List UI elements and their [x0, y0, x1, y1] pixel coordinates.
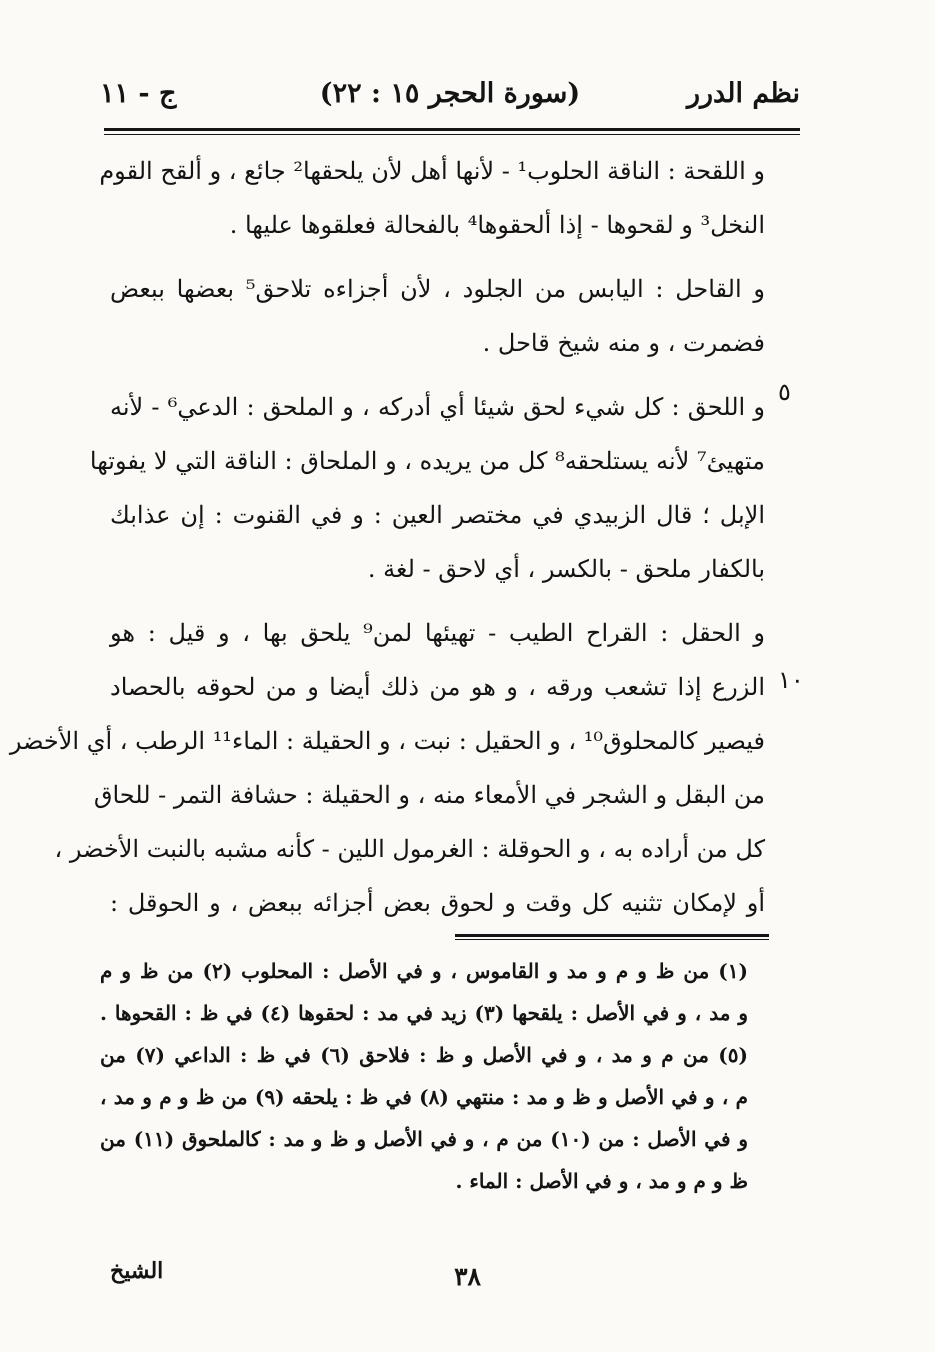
text-line: الإبل ؛ قال الزبيدي في مختصر العين : و في القنوت : إن عذابك	[110, 501, 765, 529]
line-number-marker: ١٠	[778, 666, 804, 694]
footnote-line: ظ و م و مد ، و في الأصل : الماء .	[455, 1169, 748, 1193]
footnote-rule	[455, 934, 769, 937]
text-line: و القاحل : اليابس من الجلود ، لأن أجزاءه تلاحق⁵ بعضها ببعض	[110, 275, 766, 303]
text-line: أو لإمكان تثنيه كل وقت و لحوق بعض أجزائه ببعض ، و الحوقل :	[110, 889, 765, 917]
text-line: النخل³ و لقحوها - إذا ألحقوها⁴ بالفحالة فعلقوها عليها .	[229, 211, 765, 239]
text-line: و الحقل : القراح الطيب - تهيئها لمن⁹ يلحق بها ، و قيل : هو	[110, 619, 765, 647]
text-line: متهيئ⁷ لأنه يستلحقه⁸ كل من يريده ، و الملحاق : الناقة التي لا يفوتها	[89, 447, 765, 475]
book-title: نظم الدرر	[686, 78, 800, 109]
text-line: بالكفار ملحق - بالكسر ، أي لاحق - لغة .	[367, 555, 765, 583]
footnote-line: م ، و في الأصل و ظ و مد : منتهي (٨) في ظ : يلحقه (٩) من ظ و م و مد ،	[100, 1085, 748, 1109]
text-line: و اللقحة : الناقة الحلوب¹ - لأنها أهل لأن يلحقها² جائع ، و ألقح القوم	[99, 157, 765, 185]
text-line: الزرع إذا تشعب ورقه ، و هو من ذلك أيضا و من لحوقه بالحصاد	[110, 673, 765, 701]
running-head	[100, 78, 800, 122]
surah-reference: (سورة الحجر ١٥ : ٢٢)	[319, 78, 581, 109]
footnote-line: و في الأصل : من (١٠) من م ، و في الأصل و ظ و مد : كالملحوق (١١) من	[100, 1127, 748, 1151]
header-rule	[104, 128, 800, 131]
text-line: فضمرت ، و منه شيخ قاحل .	[482, 329, 765, 357]
text-line: فيصير كالمحلوق¹⁰ ، و الحقيل : نبت ، و الحقيلة : الماء¹¹ الرطب ، أي الأخضر	[9, 727, 765, 755]
text-line: كل من أراده به ، و الحوقلة : الغرمول اللين - كأنه مشبه بالنبت الأخضر ،	[54, 835, 765, 863]
header-rule-thin	[104, 134, 800, 135]
footnote-line: (٥) من م و مد ، و في الأصل و ظ : فلاحق (٦) في ظ : الداعي (٧) من	[100, 1043, 748, 1067]
catchword: الشيخ	[110, 1258, 164, 1284]
main-text	[9, 144, 766, 930]
footnote-rule-thin	[455, 939, 769, 940]
footnote-line: و مد ، و في الأصل : يلقحها (٣) زيد في مد : لحقوها (٤) في ظ : القحوها .	[100, 1001, 749, 1025]
footnote-line: (١) من ظ و م و مد و القاموس ، و في الأصل : المحلوب (٢) من ظ و م	[100, 959, 748, 983]
text-line: و اللحق : كل شيء لحق شيئا أي أدركه ، و الملحق : الدعي⁶ - لأنه	[110, 393, 765, 421]
volume-number: ج - ١١	[100, 78, 177, 109]
page-number: ٣٨	[454, 1262, 481, 1291]
footnotes	[100, 950, 748, 1202]
text-line: من البقل و الشجر في الأمعاء منه ، و الحقيلة : حشافة التمر - للحاق	[93, 781, 765, 809]
line-number-marker: ٥	[778, 378, 791, 406]
